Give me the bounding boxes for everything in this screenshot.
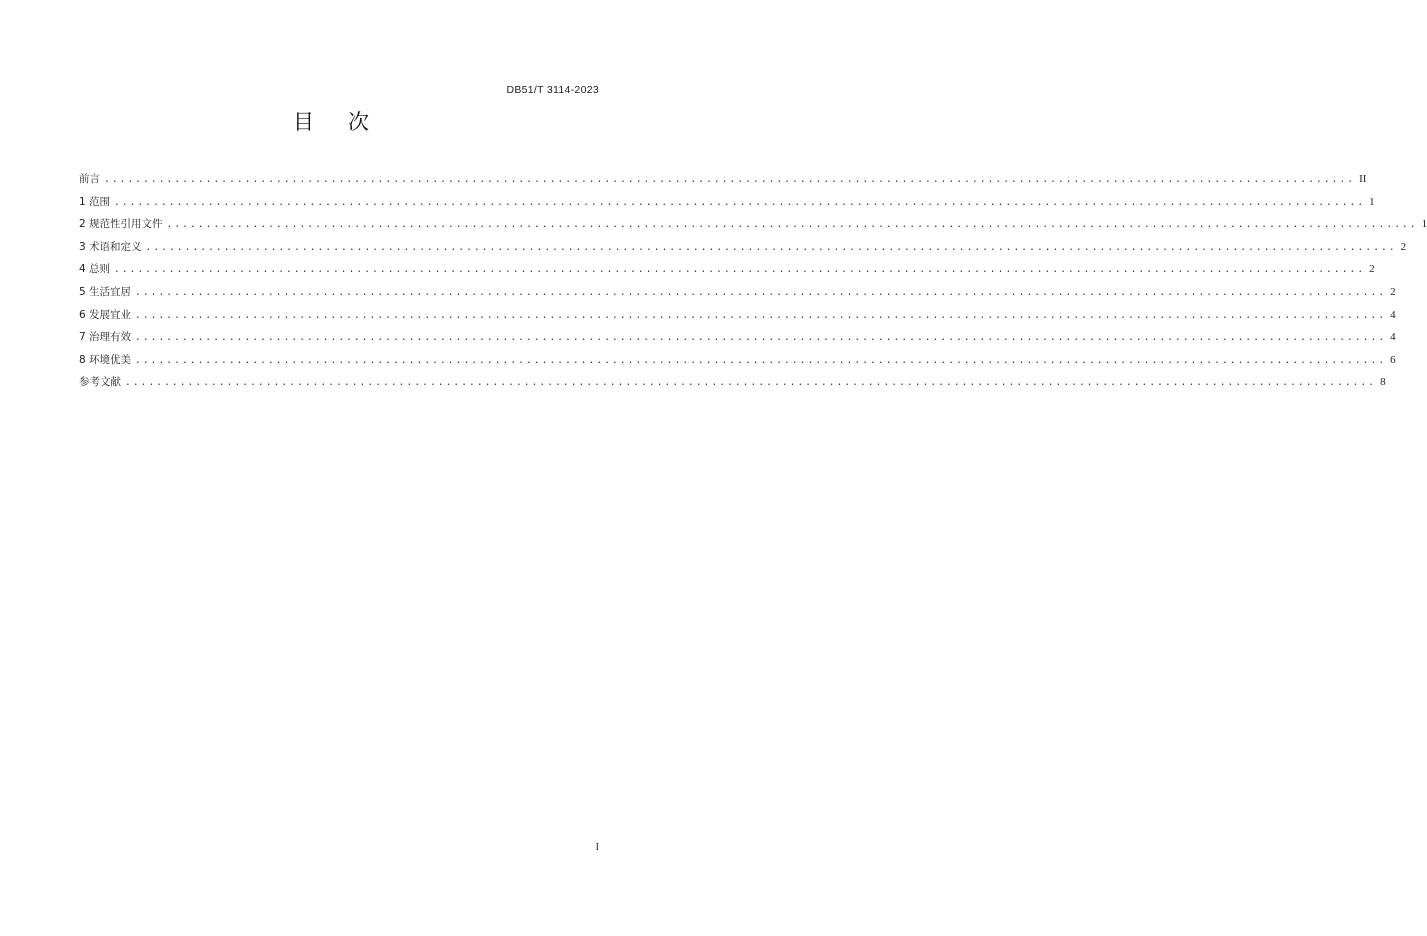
toc-entry-normative-references[interactable] xyxy=(79,215,1427,238)
toc-dot-leader: ................................................................................................................................................................ xyxy=(125,377,1377,389)
toc-entry-page: 1 xyxy=(1421,218,1427,231)
toc-dot-leader: ................................................................................................................................................................ xyxy=(135,286,1387,298)
toc-entry-foreword[interactable] xyxy=(79,170,1367,193)
standard-code: DB51/T 3114-2023 xyxy=(506,84,599,96)
toc-entry-label: 1 范围 xyxy=(79,195,111,208)
toc-entry-label: 参考文献 xyxy=(79,376,121,389)
toc-entry-page: 4 xyxy=(1390,308,1396,321)
toc-dot-leader: ................................................................................................................................................................ xyxy=(104,174,1356,185)
toc-dot-leader: ................................................................................................................................................................ xyxy=(135,332,1387,344)
toc-entry-label: 前言 xyxy=(79,173,100,185)
toc-entry-terms-definitions[interactable] xyxy=(79,238,1407,261)
toc-entry-label: 7 治理有效 xyxy=(79,331,132,344)
toc-entry-environment[interactable] xyxy=(79,351,1396,374)
toc-entry-general[interactable] xyxy=(79,260,1375,283)
toc-entry-label: 5 生活宜居 xyxy=(79,285,132,298)
toc-entry-label: 8 环境优美 xyxy=(79,353,132,366)
toc-entry-page: 2 xyxy=(1369,263,1375,276)
toc-dot-leader: ................................................................................................................................................................ xyxy=(135,309,1387,321)
toc-entry-page: 2 xyxy=(1400,240,1407,253)
toc-entry-bibliography[interactable] xyxy=(79,373,1386,396)
toc-entry-livable[interactable] xyxy=(79,283,1396,306)
toc-entry-page: 6 xyxy=(1390,353,1396,366)
toc-entry-page: II xyxy=(1359,173,1367,185)
toc-entry-label: 6 发展宜业 xyxy=(79,308,132,321)
toc-dot-leader: ................................................................................................................................................................ xyxy=(114,196,1366,208)
toc-entry-governance[interactable] xyxy=(79,328,1396,351)
toc-dot-leader: ................................................................................................................................................................ xyxy=(135,354,1387,366)
toc-entry-label: 2 规范性引用文件 xyxy=(79,218,163,231)
toc-entry-scope[interactable] xyxy=(79,193,1375,216)
toc-entry-label: 4 总则 xyxy=(79,263,111,276)
page-number: I xyxy=(595,842,599,853)
toc-entry-page: 1 xyxy=(1369,195,1375,208)
toc-entry-page: 2 xyxy=(1390,285,1396,298)
toc-entry-page: 8 xyxy=(1380,376,1386,389)
toc-dot-leader: ................................................................................................................................................................ xyxy=(114,264,1366,276)
table-of-contents xyxy=(79,170,1427,396)
toc-dot-leader: ................................................................................................................................................................ xyxy=(145,241,1397,253)
toc-entry-page: 4 xyxy=(1390,331,1396,344)
toc-entry-label: 3 术语和定义 xyxy=(79,240,142,253)
page-title: 目次 xyxy=(293,110,403,134)
toc-entry-business[interactable] xyxy=(79,306,1396,329)
toc-dot-leader: ................................................................................................................................................................ xyxy=(166,219,1418,231)
